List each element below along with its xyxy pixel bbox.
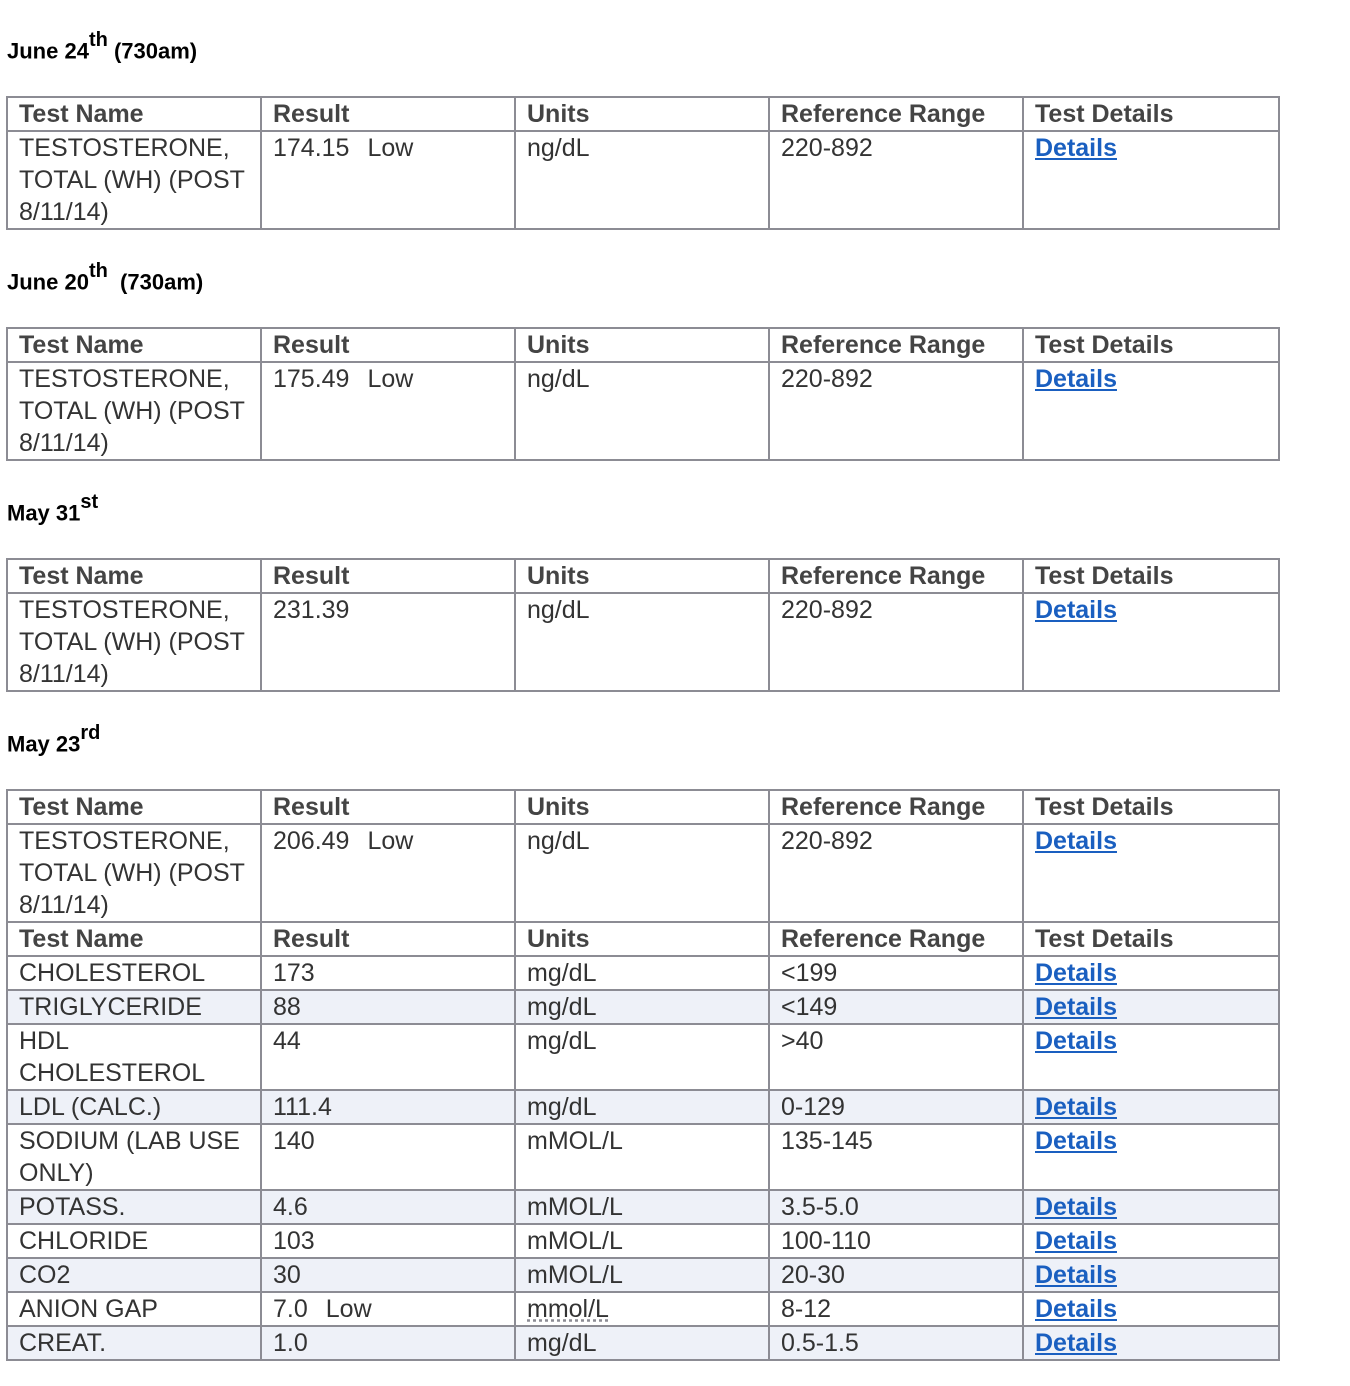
- test-name: CHLORIDE: [7, 1224, 261, 1258]
- result-value: 7.0: [273, 1295, 308, 1323]
- header-reference-range: Reference Range: [769, 559, 1023, 593]
- header-test-name: Test Name: [7, 328, 261, 362]
- test-reference-range: 20-30: [769, 1258, 1023, 1292]
- table-row: [7, 990, 1279, 1024]
- details-link[interactable]: Details: [1035, 1227, 1117, 1255]
- details-link[interactable]: Details: [1035, 596, 1117, 624]
- test-units: mg/dL: [515, 990, 769, 1024]
- test-units: ng/dL: [515, 593, 769, 691]
- test-result: [261, 1224, 515, 1258]
- test-details-cell: [1023, 1024, 1279, 1090]
- section-date-may-31: May 31st: [7, 491, 99, 526]
- details-link[interactable]: Details: [1035, 1295, 1117, 1323]
- test-name: TESTOSTERONE, TOTAL (WH) (POST 8/11/14): [7, 131, 261, 229]
- test-units: mg/dL: [515, 956, 769, 990]
- test-reference-range: 8-12: [769, 1292, 1023, 1326]
- test-units: mg/dL: [515, 1326, 769, 1360]
- header-test-details: Test Details: [1023, 790, 1279, 824]
- header-test-name: Test Name: [7, 790, 261, 824]
- test-details-cell: [1023, 362, 1279, 460]
- details-link[interactable]: Details: [1035, 959, 1117, 987]
- test-name: HDL CHOLESTEROL: [7, 1024, 261, 1090]
- details-link[interactable]: Details: [1035, 134, 1117, 162]
- table-row: [7, 1024, 1279, 1090]
- test-units: ng/dL: [515, 131, 769, 229]
- test-name: TESTOSTERONE, TOTAL (WH) (POST 8/11/14): [7, 824, 261, 922]
- test-name: CO2: [7, 1258, 261, 1292]
- result-value: 44: [273, 1027, 301, 1055]
- test-units: [515, 1292, 769, 1326]
- table-header-row: [7, 790, 1279, 824]
- test-name: TESTOSTERONE, TOTAL (WH) (POST 8/11/14): [7, 362, 261, 460]
- details-link[interactable]: Details: [1035, 1261, 1117, 1289]
- test-reference-range: 0.5-1.5: [769, 1326, 1023, 1360]
- test-result: [261, 362, 515, 460]
- table-row: [7, 956, 1279, 990]
- result-value: 111.4: [273, 1093, 332, 1121]
- test-reference-range: 100-110: [769, 1224, 1023, 1258]
- header-test-details: Test Details: [1023, 559, 1279, 593]
- test-name: LDL (CALC.): [7, 1090, 261, 1124]
- units-value: mmol/L: [527, 1295, 609, 1323]
- table-row: [7, 1224, 1279, 1258]
- test-details-cell: [1023, 1124, 1279, 1190]
- header-units: Units: [515, 97, 769, 131]
- table-row: [7, 131, 1279, 229]
- test-units: mg/dL: [515, 1024, 769, 1090]
- test-result: [261, 1326, 515, 1360]
- test-reference-range: 220-892: [769, 131, 1023, 229]
- header-units: Units: [515, 559, 769, 593]
- test-details-cell: [1023, 1292, 1279, 1326]
- header-test-name: Test Name: [7, 97, 261, 131]
- test-name: TESTOSTERONE, TOTAL (WH) (POST 8/11/14): [7, 593, 261, 691]
- details-link[interactable]: Details: [1035, 365, 1117, 393]
- test-name: POTASS.: [7, 1190, 261, 1224]
- table-header-row: [7, 559, 1279, 593]
- test-details-cell: [1023, 1190, 1279, 1224]
- details-link[interactable]: Details: [1035, 993, 1117, 1021]
- result-value: 103: [273, 1227, 315, 1255]
- test-details-cell: [1023, 1224, 1279, 1258]
- result-value: 4.6: [273, 1193, 308, 1221]
- table-row: [7, 362, 1279, 460]
- header-result: Result: [261, 790, 515, 824]
- table-row: [7, 1190, 1279, 1224]
- test-result: [261, 1258, 515, 1292]
- table-row: [7, 1326, 1279, 1360]
- test-reference-range: 0-129: [769, 1090, 1023, 1124]
- test-units: mMOL/L: [515, 1124, 769, 1190]
- test-result: [261, 131, 515, 229]
- header-result: Result: [261, 559, 515, 593]
- result-value: 30: [273, 1261, 301, 1289]
- details-link[interactable]: Details: [1035, 827, 1117, 855]
- header-reference-range: Reference Range: [769, 790, 1023, 824]
- section-date-june-24: June 24th (730am): [7, 29, 198, 64]
- result-value: 206.49: [273, 827, 350, 855]
- test-result: [261, 593, 515, 691]
- table-row: [7, 1292, 1279, 1326]
- section-date-june-20: June 20th (730am): [7, 260, 204, 295]
- test-result: [261, 1292, 515, 1326]
- table-row: [7, 1124, 1279, 1190]
- test-result: [261, 1190, 515, 1224]
- test-result: [261, 990, 515, 1024]
- test-units: mMOL/L: [515, 1224, 769, 1258]
- details-link[interactable]: Details: [1035, 1093, 1117, 1121]
- test-details-cell: [1023, 1090, 1279, 1124]
- test-result: [261, 1090, 515, 1124]
- test-units: mg/dL: [515, 1090, 769, 1124]
- table-header-row: [7, 328, 1279, 362]
- header-test-name: Test Name: [7, 922, 261, 956]
- details-link[interactable]: Details: [1035, 1193, 1117, 1221]
- result-value: 175.49: [273, 365, 350, 393]
- header-units: Units: [515, 790, 769, 824]
- test-reference-range: 3.5-5.0: [769, 1190, 1023, 1224]
- result-flag: Low: [367, 134, 414, 162]
- test-units: mMOL/L: [515, 1190, 769, 1224]
- test-details-cell: [1023, 956, 1279, 990]
- table-row: [7, 1090, 1279, 1124]
- result-flag: Low: [367, 827, 414, 855]
- test-result: [261, 1024, 515, 1090]
- test-name: SODIUM (LAB USE ONLY): [7, 1124, 261, 1190]
- results-table-june-24: [6, 96, 1280, 230]
- header-result: Result: [261, 328, 515, 362]
- table-header-row: [7, 97, 1279, 131]
- test-units: ng/dL: [515, 824, 769, 922]
- test-name: CREAT.: [7, 1326, 261, 1360]
- section-date-may-23: May 23rd: [7, 722, 101, 757]
- test-reference-range: 220-892: [769, 362, 1023, 460]
- table-row: [7, 1258, 1279, 1292]
- details-link[interactable]: Details: [1035, 1027, 1117, 1055]
- table-header-row: [7, 922, 1279, 956]
- header-reference-range: Reference Range: [769, 97, 1023, 131]
- header-reference-range: Reference Range: [769, 328, 1023, 362]
- test-name: TRIGLYCERIDE: [7, 990, 261, 1024]
- header-test-details: Test Details: [1023, 328, 1279, 362]
- header-result: Result: [261, 922, 515, 956]
- header-test-name: Test Name: [7, 559, 261, 593]
- results-table-may-23: [6, 789, 1280, 1361]
- test-details-cell: [1023, 131, 1279, 229]
- header-result: Result: [261, 97, 515, 131]
- details-link[interactable]: Details: [1035, 1127, 1117, 1155]
- test-details-cell: [1023, 824, 1279, 922]
- result-value: 174.15: [273, 134, 350, 162]
- test-reference-range: <149: [769, 990, 1023, 1024]
- test-name: ANION GAP: [7, 1292, 261, 1326]
- header-units: Units: [515, 922, 769, 956]
- result-value: 231.39: [273, 596, 350, 624]
- header-units: Units: [515, 328, 769, 362]
- test-result: [261, 956, 515, 990]
- table-row: [7, 593, 1279, 691]
- result-flag: Low: [367, 365, 414, 393]
- header-test-details: Test Details: [1023, 922, 1279, 956]
- test-details-cell: [1023, 1258, 1279, 1292]
- result-flag: Low: [325, 1295, 372, 1323]
- result-value: 88: [273, 993, 301, 1021]
- test-reference-range: 135-145: [769, 1124, 1023, 1190]
- test-reference-range: <199: [769, 956, 1023, 990]
- test-reference-range: 220-892: [769, 593, 1023, 691]
- test-reference-range: 220-892: [769, 824, 1023, 922]
- results-table-june-20: [6, 327, 1280, 461]
- test-units: ng/dL: [515, 362, 769, 460]
- results-table-may-31: [6, 558, 1280, 692]
- test-details-cell: [1023, 990, 1279, 1024]
- result-value: 140: [273, 1127, 315, 1155]
- result-value: 1.0: [273, 1329, 308, 1357]
- test-name: CHOLESTEROL: [7, 956, 261, 990]
- test-result: [261, 824, 515, 922]
- test-result: [261, 1124, 515, 1190]
- header-reference-range: Reference Range: [769, 922, 1023, 956]
- test-details-cell: [1023, 593, 1279, 691]
- result-value: 173: [273, 959, 315, 987]
- test-details-cell: [1023, 1326, 1279, 1360]
- test-reference-range: >40: [769, 1024, 1023, 1090]
- test-units: mMOL/L: [515, 1258, 769, 1292]
- header-test-details: Test Details: [1023, 97, 1279, 131]
- details-link[interactable]: Details: [1035, 1329, 1117, 1357]
- table-row: [7, 824, 1279, 922]
